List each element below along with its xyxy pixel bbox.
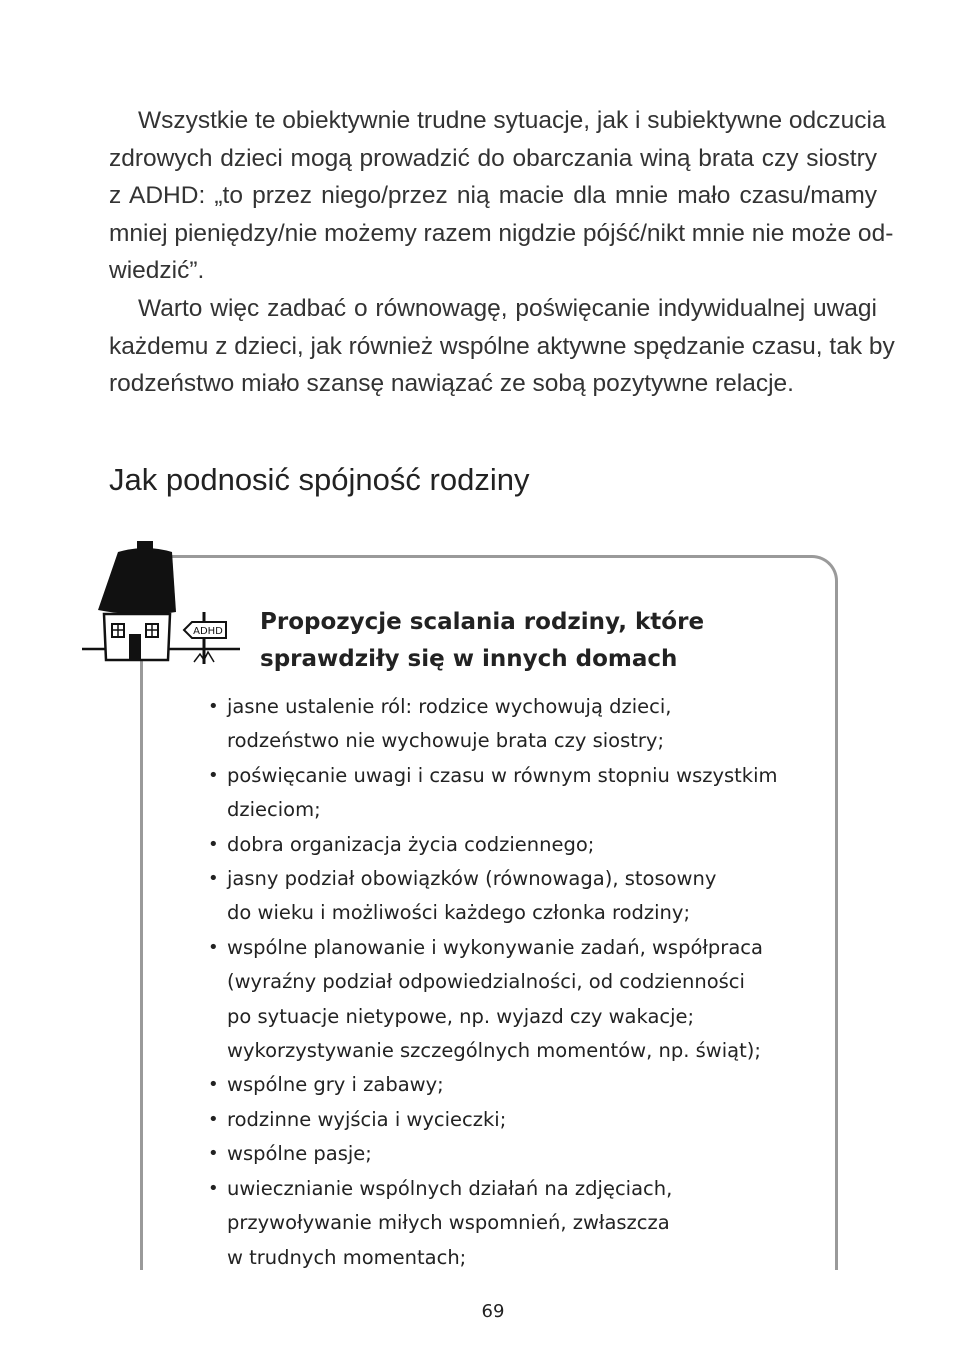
list-item-line: przywoływanie miłych wspomnień, zwłaszcza [227, 1211, 670, 1235]
list-item-line: dzieciom; [227, 798, 321, 822]
page-number: 69 [481, 1301, 505, 1322]
house-icon [80, 538, 240, 670]
body-paragraph-1 [109, 102, 894, 290]
list-item [208, 931, 778, 1069]
tips-list [208, 690, 778, 1275]
list-item-line: • rodzinne wyjścia i wycieczki; [227, 1107, 507, 1131]
list-item [208, 1137, 778, 1171]
sign-label: ADHD [193, 626, 223, 637]
text-line: zdrowych dzieci mogą prowadzić do obarczania winą brata czy siostry [109, 144, 877, 172]
text-line: mniej pieniędzy/nie możemy razem nigdzie pójść/nikt mnie nie może od- [109, 219, 894, 247]
list-item-line: rodzeństwo nie wychowuje brata czy siostry; [227, 729, 665, 753]
list-item-line: • wspólne gry i zabawy; [227, 1073, 444, 1097]
list-item-line: po sytuacje nietypowe, np. wyjazd czy wakacje; [227, 1004, 695, 1028]
list-item-line: • jasne ustalenie ról: rodzice wychowują dzieci, [227, 695, 672, 718]
text-line: każdemu z dzieci, jak również wspólne aktywne spędzanie czasu, tak by [109, 332, 895, 360]
list-item [208, 1103, 778, 1137]
list-item [208, 690, 778, 759]
list-item-line: • jasny podział obowiązków (równowaga), stosowny [227, 867, 717, 891]
text-line: z ADHD: „to przez niego/przez nią macie dla mnie mało czasu/mamy [109, 182, 877, 209]
box-title [260, 604, 704, 678]
text-line: wiedzić”. [109, 257, 205, 284]
text-line: rodzeństwo miało szansę nawiązać ze sobą pozytywne relacje. [109, 370, 794, 397]
list-item [208, 1172, 778, 1275]
list-item [208, 759, 778, 828]
text-line: Wszystkie te obiektywnie trudne sytuacje, jak i subiektywne odczucia [138, 107, 886, 134]
box-title-line: sprawdziły się w innych domach [260, 646, 678, 672]
body-paragraph-2 [109, 290, 895, 403]
list-item [208, 1068, 778, 1102]
list-item-line: • uwiecznianie wspólnych działań na zdjęciach, [227, 1176, 673, 1200]
list-item-line: do wieku i możliwości każdego członka rodziny; [227, 901, 691, 925]
list-item [208, 828, 778, 862]
list-item-line: • poświęcanie uwagi i czasu w równym stopniu wszystkim [227, 763, 778, 787]
list-item-line: • wspólne pasje; [227, 1142, 372, 1166]
list-item-line: wykorzystywanie szczególnych momentów, np. świąt); [227, 1039, 761, 1063]
box-title-line: Propozycje scalania rodziny, które [260, 609, 705, 635]
list-item-line: • wspólne planowanie i wykonywanie zadań, współpraca [227, 935, 763, 959]
list-item-line: (wyraźny podział odpowiedzialności, od codzienności [227, 970, 745, 994]
text-line: Warto więc zadbać o równowagę, poświęcanie indywidualnej uwagi [138, 295, 877, 322]
list-item [208, 862, 778, 931]
list-item-line: • dobra organizacja życia codziennego; [227, 832, 595, 856]
list-item-line: w trudnych momentach; [227, 1245, 467, 1269]
section-heading: Jak podnosić spójność rodziny [109, 462, 530, 497]
